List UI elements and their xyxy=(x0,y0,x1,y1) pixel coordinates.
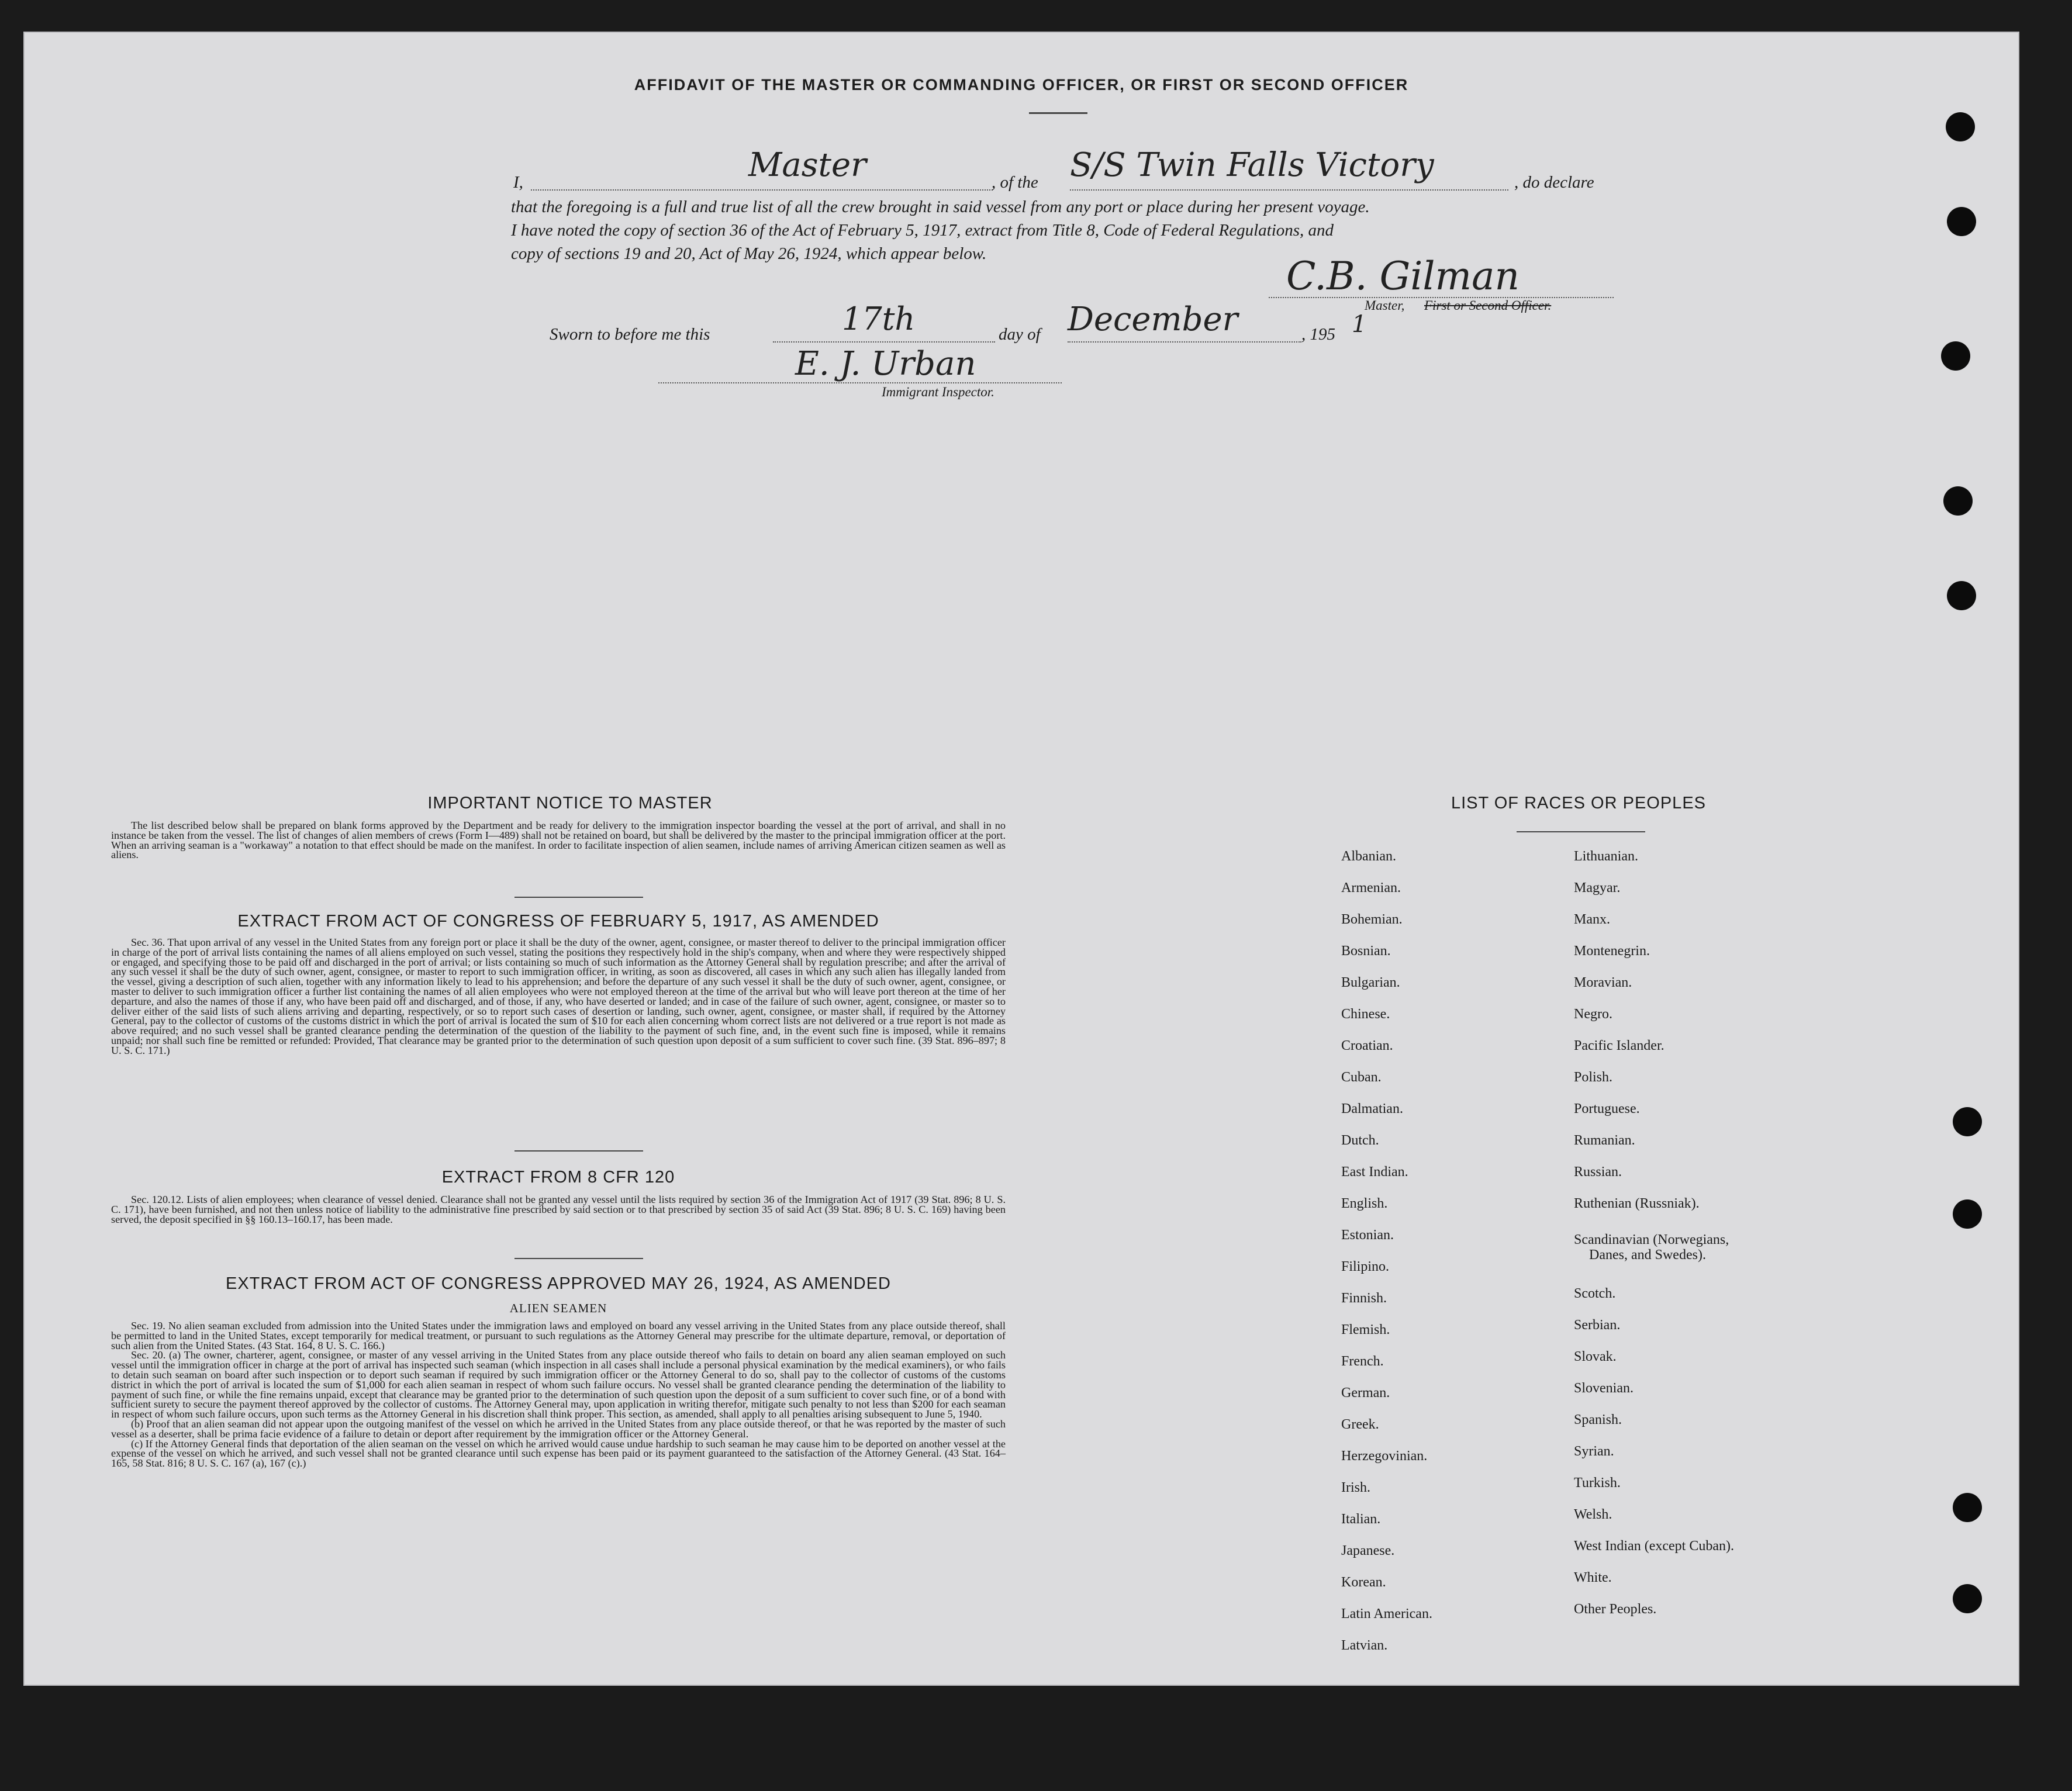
races-column-1 xyxy=(1341,849,1432,1669)
month-blank xyxy=(1068,341,1301,343)
races-heading: LIST OF RACES OR PEOPLES xyxy=(1451,794,1707,812)
race-item: Armenian. xyxy=(1341,880,1401,896)
affidavit-line-3: I have noted the copy of section 36 of the Act of February 5, 1917, extract from Title 8, Code of Federal Regulations, and xyxy=(511,221,1334,240)
race-item: English. xyxy=(1341,1196,1388,1211)
do-declare-label: , do declare xyxy=(1514,173,1594,192)
race-item: Dalmatian. xyxy=(1341,1101,1403,1116)
extract-1917-body xyxy=(111,938,1006,1056)
race-item: Slovenian. xyxy=(1574,1381,1634,1396)
race-item: Russian. xyxy=(1574,1164,1622,1180)
race-item: Other Peoples. xyxy=(1574,1602,1657,1617)
section-20b-paragraph: (b) Proof that an alien seaman did not appear upon the outgoing manifest of the vessel on which he arrived in the United States from any place outside thereof, or that he was reported by the master of such vessel as a deserter, shall be prima facie evidence of a failure to detain or deport after requirement by the immigration officer or the Attorney General. xyxy=(111,1417,1006,1440)
race-item: Herzegovinian. xyxy=(1341,1448,1428,1464)
race-item: Montenegrin. xyxy=(1574,943,1650,959)
race-item: Bohemian. xyxy=(1341,912,1403,927)
sworn-label: Sworn to before me this xyxy=(550,325,710,344)
race-item: French. xyxy=(1341,1354,1384,1369)
day-of-label: day of xyxy=(999,325,1041,344)
race-item: Scotch. xyxy=(1574,1286,1616,1301)
extract-cfr-body xyxy=(111,1195,1006,1224)
race-item: Greek. xyxy=(1341,1417,1379,1432)
race-item: Welsh. xyxy=(1574,1507,1612,1522)
day-handwritten: 17th xyxy=(842,300,916,337)
races-column-2 xyxy=(1574,849,1734,1633)
heading-rule xyxy=(1029,112,1087,114)
extract-cfr-heading: EXTRACT FROM 8 CFR 120 xyxy=(441,1168,675,1187)
race-item: Latvian. xyxy=(1341,1638,1388,1653)
race-item: Polish. xyxy=(1574,1070,1613,1085)
master-title-label: Master, xyxy=(1365,298,1405,313)
race-item: Dutch. xyxy=(1341,1133,1379,1148)
alien-seamen-subheading: ALIEN SEAMEN xyxy=(509,1301,607,1315)
race-item: East Indian. xyxy=(1341,1164,1408,1180)
race-item: Rumanian. xyxy=(1574,1133,1635,1148)
race-item: West Indian (except Cuban). xyxy=(1574,1538,1734,1554)
punch-hole-2 xyxy=(1947,207,1976,236)
punch-hole-6 xyxy=(1953,1107,1982,1136)
race-item: Korean. xyxy=(1341,1575,1386,1590)
punch-hole-1 xyxy=(1946,112,1975,141)
affidavit-heading: AFFIDAVIT OF THE MASTER OR COMMANDING OFFICER, OR FIRST OR SECOND OFFICER xyxy=(634,76,1409,94)
of-the-label: , of the xyxy=(992,173,1038,192)
race-item: Chinese. xyxy=(1341,1007,1390,1022)
section-rule-1 xyxy=(514,897,643,898)
vessel-blank xyxy=(1070,189,1508,191)
document-page xyxy=(23,32,2019,1686)
race-item: Filipino. xyxy=(1341,1259,1390,1274)
section-rule-2 xyxy=(514,1150,643,1152)
race-item: Latin American. xyxy=(1341,1606,1432,1621)
race-item: Irish. xyxy=(1341,1480,1370,1495)
punch-hole-9 xyxy=(1953,1584,1982,1613)
punch-hole-8 xyxy=(1953,1493,1982,1522)
inspector-label: Immigrant Inspector. xyxy=(882,385,994,399)
month-handwritten: December xyxy=(1068,300,1238,338)
race-item: Estonian. xyxy=(1341,1228,1394,1243)
affidavit-line-2: that the foregoing is a full and true list of all the crew brought in said vessel from any port or place during her present voyage. xyxy=(511,198,1370,216)
punch-hole-4 xyxy=(1943,486,1973,516)
race-item: Moravian. xyxy=(1574,975,1632,990)
extract-1917-heading: EXTRACT FROM ACT OF CONGRESS OF FEBRUARY 5, 1917, AS AMENDED xyxy=(237,912,879,931)
race-item: Albanian. xyxy=(1341,849,1396,864)
races-heading-rule xyxy=(1517,831,1645,832)
race-item: Manx. xyxy=(1574,912,1610,927)
race-item: Cuban. xyxy=(1341,1070,1382,1085)
affidavit-line-4: copy of sections 19 and 20, Act of May 26, 1924, which appear below. xyxy=(511,244,987,263)
race-item: Serbian. xyxy=(1574,1318,1621,1333)
punch-hole-3 xyxy=(1941,341,1970,371)
notice-paragraph: The list described below shall be prepared on blank forms approved by the Department and be ready for delivery to the immigration inspector boarding the vessel at the port of arrival, and shall in no instance be taken from the vessel. The list of changes of alien members of crews (Form I—489) shall not be retained on board, but shall be delivered by the master to the principal immigration officer at the port. When an arriving seaman is a "workaway" a notation to that effect should be made on the manifest. In order to facilitate inspection of alien seamen, include names of arriving American citizen seamen as well as aliens. xyxy=(111,820,1006,861)
section-20a-paragraph: Sec. 20. (a) The owner, charterer, agent, consignee, or master of any vessel arriving in the United States from any place outside thereof who fails to detain on board any alien seaman employed on such vessel until the immigration officer in charge at the port of arrival has inspected such seaman (which inspection in all cases shall include a personal physical examination by the medical examiners), or who fails to detain such seaman on board after such inspection or to deport such seaman if required by such immigration officer or the Attorney General to do so, shall pay to the collector of customs of the customs district in which the port of arrival is located the sum of $1,000 for each alien seaman in respect of whom such failure occurs. No vessel shall be granted clearance pending the determination of the liability to payment of such fine, or while the fine remains unpaid, except that clearance may be granted prior to the determination of such question upon the deposit of a sum sufficient to cover such fine, or of a bond with sufficient surety to secure the payment thereof approved by the collector of customs. The Attorney General may, upon application in writing therefor, mitigate such penalty to not less than $200 for each seaman in respect of whom such failure occurs, upon such terms as the Attorney General in his discretion shall think proper. This section, as amended, shall apply to all penalties arising subsequent to June 5, 1940. xyxy=(111,1349,1006,1420)
year-handwritten: 1 xyxy=(1352,311,1367,338)
inspector-signature: E. J. Urban xyxy=(795,345,976,383)
race-item: Flemish. xyxy=(1341,1322,1390,1337)
section-20c-paragraph: (c) If the Attorney General finds that deportation of the alien seaman on the vessel on which he arrived would cause undue hardship to such seaman he may cause him to be deported on another vessel at the expense of the vessel on which he arrived, and such vessel shall not be granted clearance until such expense has been paid or its payment guaranteed to the satisfaction of the Attorney General. (43 Stat. 164–165, 58 Stat. 816; 8 U. S. C. 167 (a), 167 (c).) xyxy=(111,1437,1006,1470)
race-item: Lithuanian. xyxy=(1574,849,1638,864)
race-item: Danes, and Swedes). xyxy=(1589,1247,1706,1263)
affidavit-i-label: I, xyxy=(513,173,523,192)
section-19-paragraph: Sec. 19. No alien seaman excluded from admission into the United States under the immigration laws and employed on board any vessel arriving in the United States from any place outside thereof, shall be permitted to land in the United States, except temporarily for medical treatment, or pursuant to such regulations as the Attorney General may prescribe for the ultimate departure, removal, or deportation of such alien from the United States. (43 Stat. 164, 8 U. S. C. 166.) xyxy=(111,1320,1006,1351)
section-rule-3 xyxy=(514,1258,643,1259)
race-item: Spanish. xyxy=(1574,1412,1622,1427)
race-item: Slovak. xyxy=(1574,1349,1617,1364)
race-item: Ruthenian (Russniak). xyxy=(1574,1196,1700,1211)
race-item: Finnish. xyxy=(1341,1291,1387,1306)
section-36-paragraph: Sec. 36. That upon arrival of any vessel in the United States from any foreign port or place it shall be the duty of the owner, agent, consignee, or master thereof to deliver to the principal immigration officer in charge of the port of arrival lists containing the names of all aliens employed on such vessel, stating the positions they respectively hold in the ship's company, when and where they were respectively shipped or engaged, and specifying those to be paid off and discharged in the port of arrival; or lists containing so much of such information as the Attorney General shall by regulation prescribe; and after the arrival of any such vessel it shall be the duty of such owner, agent, consignee, or master to report to such immigration officer, in writing, as soon as discovered, all cases in which any such alien has illegally landed from the vessel, giving a description of such alien, together with any information likely to lead to his apprehension; and before the departure of any such vessel it shall be the duty of such owner, agent, consignee, or master to deliver to such immigration officer a further list containing the names of all alien employees who were not employed thereon at the time of the arrival but who will leave port thereon at the time of her departure, and also the names of those if any, who have been paid off and discharged, and of those, if any, who have deserted or landed; and in case of the failure of such owner, agent, consignee, or master so to deliver either of the said lists of such aliens arriving and departing, respectively, or so to report such cases of desertion or landing, such owner, agent, consignee, or master shall, if required by the Attorney General, pay to the collector of customs of the customs district in which the port of arrival is located the sum of $10 for each alien concerning whom correct lists are not delivered or a true report is not made as above required; and no such vessel shall be granted clearance pending the determination of the question of the liability to the payment of such fine, and, in the event such fine is imposed, while it remains unpaid; nor shall such fine be remitted or refunded: Provided, That clearance may be granted prior to the determination of such question upon deposit of a sum sufficient to cover such fine. (39 Stat. 896–897; 8 U. S. C. 171.) xyxy=(111,936,1006,1056)
race-item: Magyar. xyxy=(1574,880,1621,896)
vessel-handwritten: S/S Twin Falls Victory xyxy=(1070,146,1434,184)
race-item: Bosnian. xyxy=(1341,943,1391,959)
race-item: Scandinavian (Norwegians, xyxy=(1574,1232,1729,1247)
struck-officer-label: First or Second Officer. xyxy=(1424,298,1552,313)
race-item: Pacific Islander. xyxy=(1574,1038,1664,1053)
punch-hole-5 xyxy=(1947,581,1976,610)
extract-1924-heading: EXTRACT FROM ACT OF CONGRESS APPROVED MAY 26, 1924, AS AMENDED xyxy=(226,1274,891,1293)
master-handwritten: Master xyxy=(748,146,866,184)
section-120-paragraph: Sec. 120.12. Lists of alien employees; when clearance of vessel denied. Clearance shall not be granted any vessel until the lists required by section 36 of the Immigration Act of 1917 (39 Stat. 896; 8 U. S. C. 171), have been furnished, and not then unless notice of liability to the administrative fine prescribed by said section or to that prescribed by section 35 of said Act (39 Stat. 896; 8 U. S. C. 169) having been served, the deposit specified in §§ 160.13–160.17, has been made. xyxy=(111,1194,1006,1225)
punch-hole-7 xyxy=(1953,1199,1982,1229)
race-item: Syrian. xyxy=(1574,1444,1614,1459)
extract-1924-body xyxy=(111,1321,1006,1468)
notice-heading: IMPORTANT NOTICE TO MASTER xyxy=(427,794,713,812)
year-prefix: , 195 xyxy=(1301,325,1335,344)
race-item: Croatian. xyxy=(1341,1038,1393,1053)
notice-body xyxy=(111,821,1006,860)
race-item: Portuguese. xyxy=(1574,1101,1640,1116)
race-item: German. xyxy=(1341,1385,1390,1401)
race-item: White. xyxy=(1574,1570,1612,1585)
race-item: Negro. xyxy=(1574,1007,1612,1022)
inspector-line xyxy=(658,382,1062,383)
master-signature: C.B. Gilman xyxy=(1286,254,1520,299)
race-item: Bulgarian. xyxy=(1341,975,1400,990)
name-blank xyxy=(531,189,993,191)
race-item: Italian. xyxy=(1341,1512,1381,1527)
race-item: Japanese. xyxy=(1341,1543,1395,1558)
day-blank xyxy=(773,341,995,343)
race-item: Turkish. xyxy=(1574,1475,1621,1491)
